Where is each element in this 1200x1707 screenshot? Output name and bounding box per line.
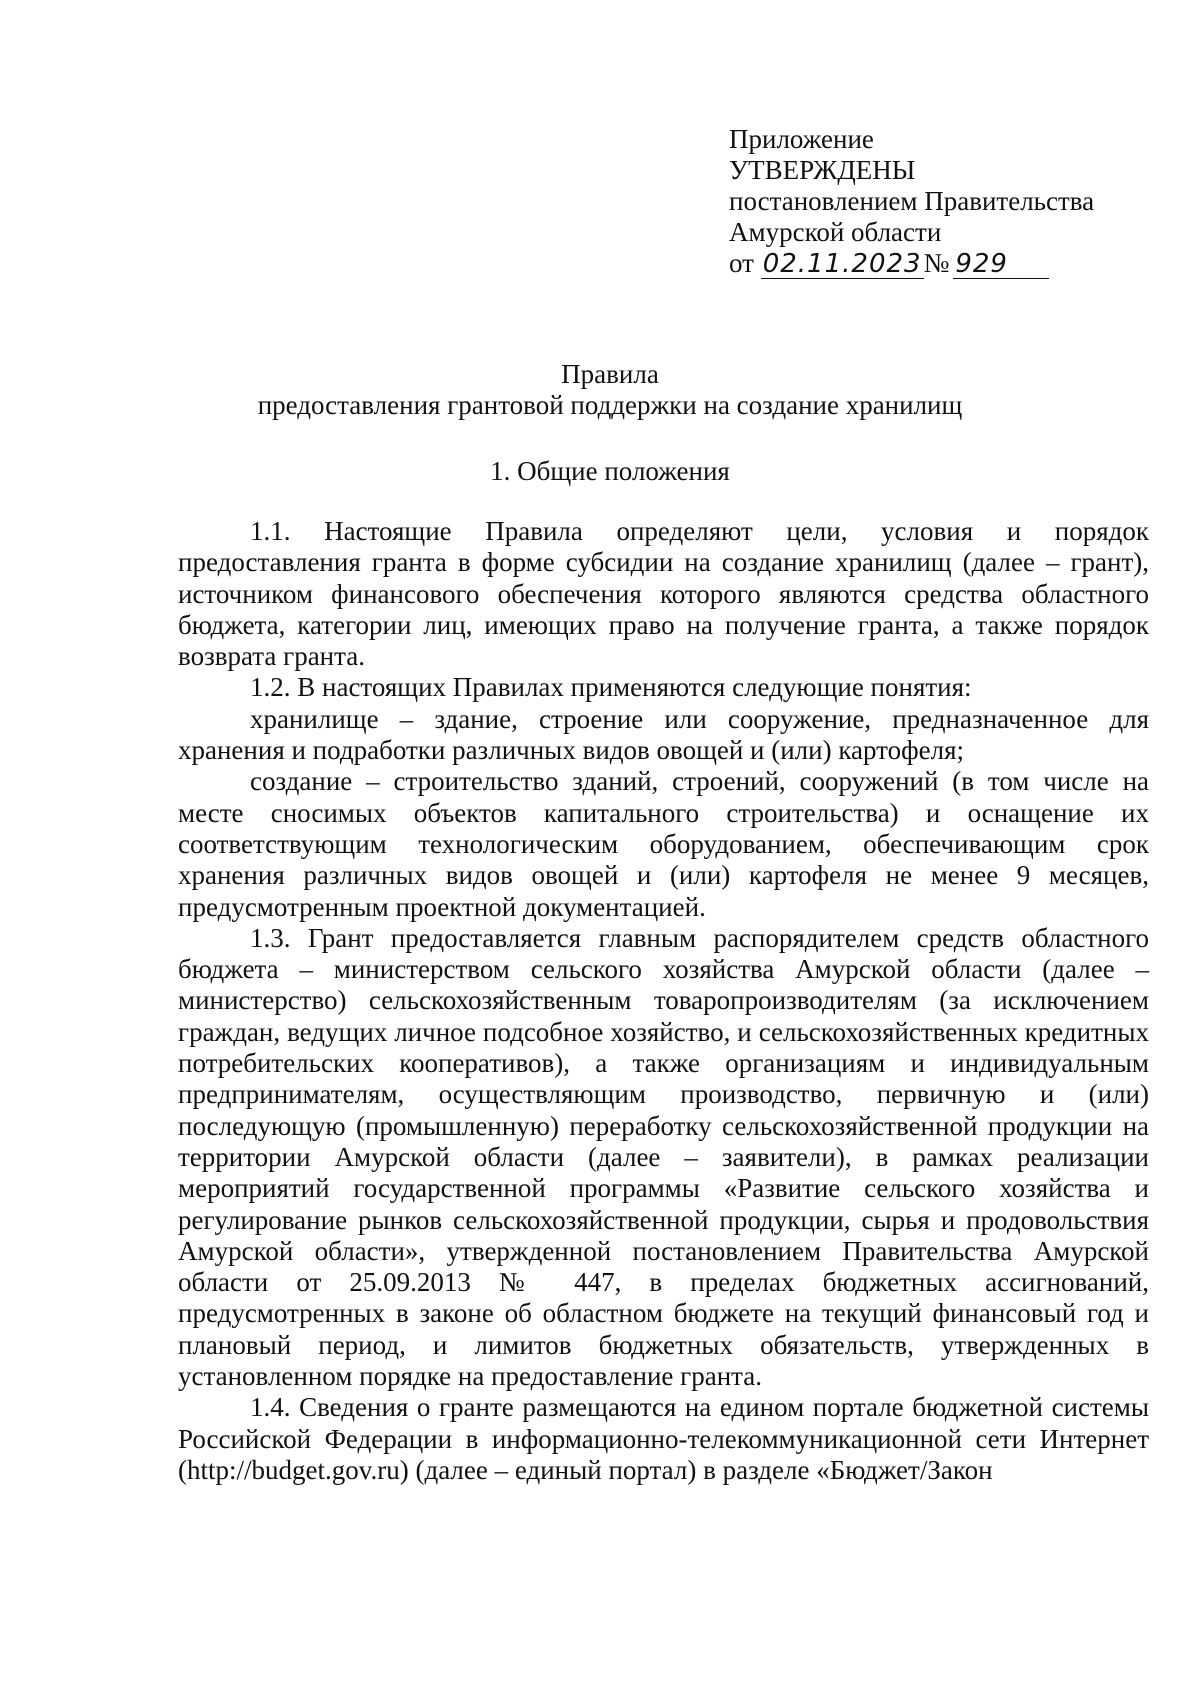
number-sign: № xyxy=(923,248,950,278)
definition-creation: создание – строительство зданий, строений, сооружений (в том числе на месте сносимых объектов капитального строительства) и оснащение их соответствующим технологическим оборудованием, обеспечивающим срок хранения различных видов овощей и (или) картофеля не менее 9 месяцев, предусмотренным проектной документацией. xyxy=(178,766,1149,922)
approved-label: УТВЕРЖДЕНЫ xyxy=(729,155,916,185)
definition-storage: хранилище – здание, строение или сооружение, предназначенное для хранения и подработки различных видов овощей и (или) картофеля; xyxy=(178,703,1149,766)
paragraph-1-2: 1.2. В настоящих Правилах применяются следующие понятия: xyxy=(250,672,972,703)
region-label: Амурской области xyxy=(729,217,942,247)
date-prefix: от xyxy=(729,248,754,278)
resolution-label: постановлением Правительства xyxy=(729,186,1095,216)
handwritten-date: 02.11.2023 xyxy=(762,249,922,279)
title-heading: Правила xyxy=(561,359,659,389)
document-body xyxy=(178,516,1149,1486)
section-heading: 1. Общие положения xyxy=(490,456,730,486)
document-title xyxy=(160,359,1060,421)
approval-block xyxy=(729,124,1149,279)
appendix-label: Приложение xyxy=(729,124,874,154)
paragraph-1-4: 1.4. Сведения о гранте размещаются на едином портале бюджетной системы Российской Федерации в информационно-телекоммуникационной сети Интернет (http://budget.gov.ru) (далее – единый портал) в разделе «Бюджет/Закон xyxy=(178,1392,1149,1485)
title-subheading: предоставления грантовой поддержки на создание хранилищ xyxy=(257,390,963,420)
handwritten-number: 929 xyxy=(953,250,1049,279)
paragraph-1-3: 1.3. Грант предоставляется главным распорядителем средств областного бюджета – министерством сельского хозяйства Амурской области (далее – министерство) сельскохозяйственным товаропроизводителям (за исключением граждан, ведущих личное подсобное хозяйство, и сельскохозяйственных кредитных потребительских кооперативов), а также организациям и индивидуальным предпринимателям, осуществляющим производство, первичную и (или) последующую (промышленную) переработку сельскохозяйственной продукции на территории Амурской области (далее – заявители), в рамках реализации мероприятий государственной программы «Развитие сельского хозяйства и регулирование рынков сельскохозяйственной продукции, сырья и продовольствия Амурской области», утвержденной постановлением Правительства Амурской области от 25.09.2013 № 447, в пределах бюджетных ассигнований, предусмотренных в законе об областном бюджете на текущий финансовый год и плановый период, и лимитов бюджетных обязательств, утвержденных в установленном порядке на предоставление гранта. xyxy=(178,922,1149,1392)
paragraph-1-1: 1.1. Настоящие Правила определяют цели, условия и порядок предоставления гранта в форме субсидии на создание хранилищ (далее – грант), источником финансового обеспечения которого являются средства областного бюджета, категории лиц, имеющих право на получение гранта, а также порядок возврата гранта. xyxy=(178,516,1149,672)
date-number-line xyxy=(729,248,1149,279)
